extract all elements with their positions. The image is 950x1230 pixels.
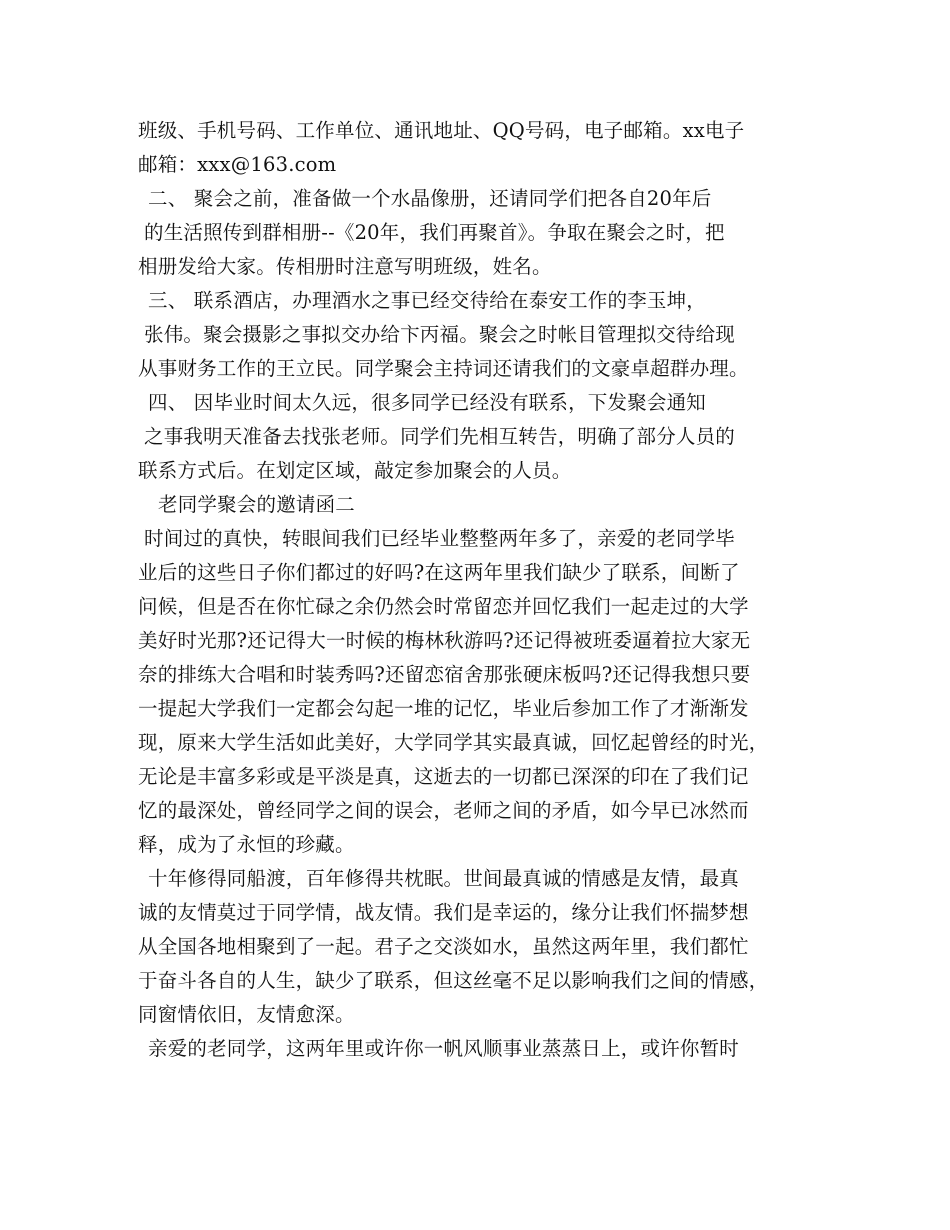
paragraph-start: 时间过的真快，转眼间我们已经毕业整整两年多了，亲爱的老同学毕 [144,527,736,550]
text-line: 一提起大学我们一定都会勾起一堆的记忆，毕业后参加工作了才渐渐发 [138,697,749,720]
text-line: 美好时光那?还记得大一时候的梅林秋游吗?还记得被班委逼着拉大家无 [138,629,751,652]
text-line: 联系方式后。在划定区域，敲定参加聚会的人员。 [138,459,572,482]
text-line: 从事财务工作的王立民。同学聚会主持词还请我们的文豪卓超群办理。 [138,357,749,380]
paragraph-start: 十年修得同船渡，百年修得共枕眠。世间最真诚的情感是友情，最真 [148,867,740,890]
text-line: 于奋斗各自的人生，缺少了联系，但这丝毫不足以影响我们之间的情感， [138,969,769,992]
text-line: 现，原来大学生活如此美好，大学同学其实最真诚，回忆起曾经的时光， [138,731,769,754]
list-item-heading-3: 三、 联系酒店，办理酒水之事已经交待给在泰安工作的李玉坤， [148,289,706,312]
text-line: 无论是丰富多彩或是平淡是真，这逝去的一切都已深深的印在了我们记 [138,765,749,788]
paragraph-start: 亲爱的老同学，这两年里或许你一帆风顺事业蒸蒸日上，或许你暂时 [148,1037,740,1060]
text-line: 同窗情依旧，友情愈深。 [138,1003,355,1026]
document-body [138,114,828,1066]
text-line: 从全国各地相聚到了一起。君子之交淡如水，虽然这两年里，我们都忙 [138,935,749,958]
section-title: 老同学聚会的邀请函二 [158,493,356,516]
text-line: 班级、手机号码、工作单位、通讯地址、QQ号码，电子邮箱。xx电子 [138,119,745,142]
text-line: 张伟。聚会摄影之事拟交办给卞丙福。聚会之时帐目管理拟交待给现 [144,323,736,346]
text-line: 之事我明天准备去找张老师。同学们先相互转告，明确了部分人员的 [144,425,736,448]
text-line: 奈的排练大合唱和时装秀吗?还留恋宿舍那张硬床板吗?还记得我想只要 [138,663,751,686]
text-line: 释，成为了永恒的珍藏。 [138,833,355,856]
text-line: 诚的友情莫过于同学情，战友情。我们是幸运的，缘分让我们怀揣梦想 [138,901,749,924]
text-line: 的生活照传到群相册--《20年，我们再聚首》。争取在聚会之时，把 [144,221,725,244]
text-line: 忆的最深处，曾经同学之间的误会，老师之间的矛盾，如今早已冰然而 [138,799,749,822]
text-line: 业后的这些日子你们都过的好吗?在这两年里我们缺少了联系，间断了 [138,561,740,584]
text-line: 邮箱：xxx@163.com [138,153,337,176]
list-item-heading-2: 二、 聚会之前，准备做一个水晶像册，还请同学们把各自20年后 [148,187,712,210]
text-line: 问候，但是否在你忙碌之余仍然会时常留恋并回忆我们一起走过的大学 [138,595,749,618]
list-item-heading-4: 四、 因毕业时间太久远，很多同学已经没有联系，下发聚会通知 [148,391,706,414]
text-line: 相册发给大家。传相册时注意写明班级，姓名。 [138,255,552,278]
